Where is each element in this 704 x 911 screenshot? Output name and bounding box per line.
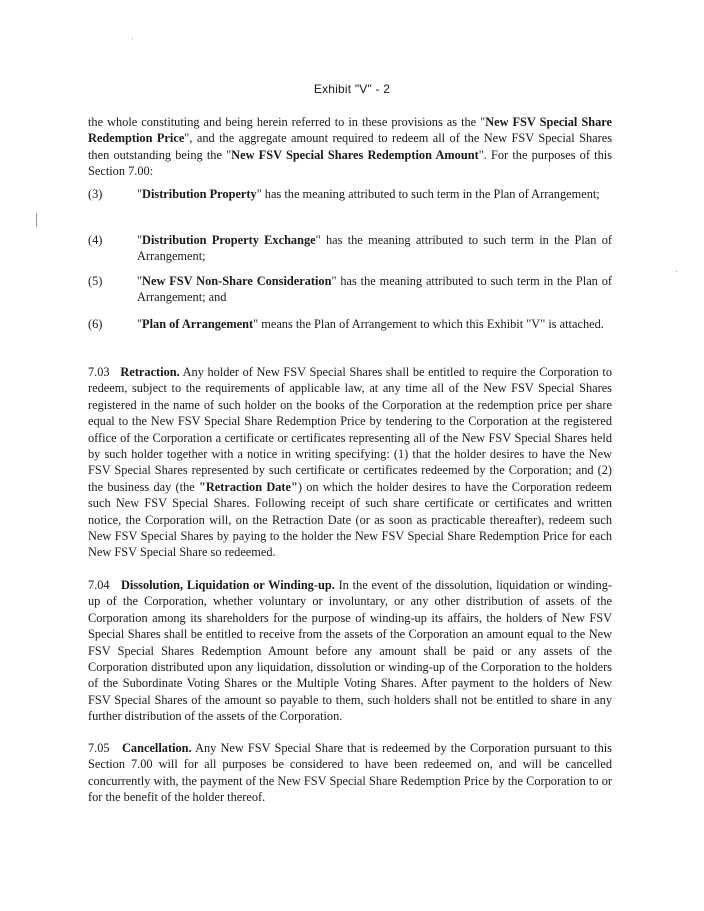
- scan-speck: [132, 38, 133, 39]
- definition-term: Distribution Property Exchange: [142, 233, 316, 247]
- section-7-04-paragraph: 7.04 Dissolution, Liquidation or Winding-up. In the event of the dissolution, liquidation or winding-up of the Corporation, whether voluntary or involuntary, or any other distribution of assets of the Corporation among its shareholders for the purpose of winding-up its affairs, the holders of New FSV Special Shares shall be entitled to receive from the assets of the Corporation an amount equal to the New FSV Special Shares Redemption Amount before any amount shall be paid or any assets of the Corporation distributed upon any liquidation, dissolution or winding-up of the Corporation to the holders of the Subordinate Voting Shares or the Multiple Voting Shares. After payment to the holders of New FSV Special Shares of the amount so payable to them, such holders shall not be entitled to share in any further distribution of the assets of the Corporation.: [88, 578, 612, 724]
- section-number: 7.04: [88, 578, 110, 592]
- definition-item: (5) "New FSV Non-Share Consideration" has the meaning attributed to such term in the Plan of Arrangement; and: [88, 274, 612, 305]
- definition-item: (3) "Distribution Property" has the meaning attributed to such term in the Plan of Arrangement;: [88, 187, 600, 201]
- intro-paragraph: the whole constituting and being herein referred to in these provisions as the "New FSV Special Share Redemption Price", and the aggregate amount required to redeem all of the New FSV Special Shares then outstanding being the "New FSV Special Shares Redemption Amount". For the purposes of this Section 7.00:: [88, 115, 612, 179]
- section-number: 7.03: [88, 365, 110, 379]
- definition-number: (5): [88, 274, 103, 288]
- definition-number: (3): [88, 187, 103, 201]
- page-header: Exhibit "V" - 2: [313, 82, 391, 96]
- scan-margin-line: [36, 213, 37, 227]
- section-number: 7.05: [88, 741, 110, 755]
- scan-speck: [676, 271, 677, 272]
- definition-term: Distribution Property: [142, 187, 257, 201]
- section-heading: Dissolution, Liquidation or Winding-up.: [121, 578, 335, 592]
- definition-number: (6): [88, 317, 103, 331]
- section-7-05-paragraph: 7.05 Cancellation. Any New FSV Special Share that is redeemed by the Corporation pursuant to this Section 7.00 will for all purposes be considered to have been redeemed on, and will be cancelled concurrently with, the payment of the New FSV Special Share Redemption Price by the Corporation to or for the benefit of the holder thereof.: [88, 741, 612, 805]
- definition-item: (4) "Distribution Property Exchange" has the meaning attributed to such term in the Plan of Arrangement;: [88, 233, 612, 264]
- section-heading: Cancellation.: [122, 741, 192, 755]
- definition-number: (4): [88, 233, 103, 247]
- definition-item: (6) "Plan of Arrangement" means the Plan of Arrangement to which this Exhibit "V" is attached.: [88, 317, 604, 331]
- definition-term: Plan of Arrangement: [142, 317, 254, 331]
- section-heading: Retraction.: [120, 365, 180, 379]
- definition-term: New FSV Non-Share Consideration: [142, 274, 332, 288]
- section-7-03-paragraph: 7.03 Retraction. Any holder of New FSV Special Shares shall be entitled to require the Corporation to redeem, subject to the requirements of applicable law, at any time all of the New FSV Special Shares registered in the name of such holder on the books of the Corporation at the redemption price per share equal to the New FSV Special Share Redemption Price by tendering to the Corporation at the registered office of the Corporation a certificate or certificates representing all of the New FSV Special Shares held by such holder together with a notice in writing specifying: (1) that the holder desires to have the New FSV Special Shares represented by such certificate or certificates redeemed by the Corporation; and (2) the business day (the "Retraction Date") on which the holder desires to have the Corporation redeem such New FSV Special Shares. Following receipt of such share certificate or certificates and written notice, the Corporation will, on the Retraction Date (or as soon as practicable thereafter), redeem such New FSV Special Shares by paying to the holder the New FSV Special Share Redemption Price for each New FSV Special Share so redeemed.: [88, 365, 612, 560]
